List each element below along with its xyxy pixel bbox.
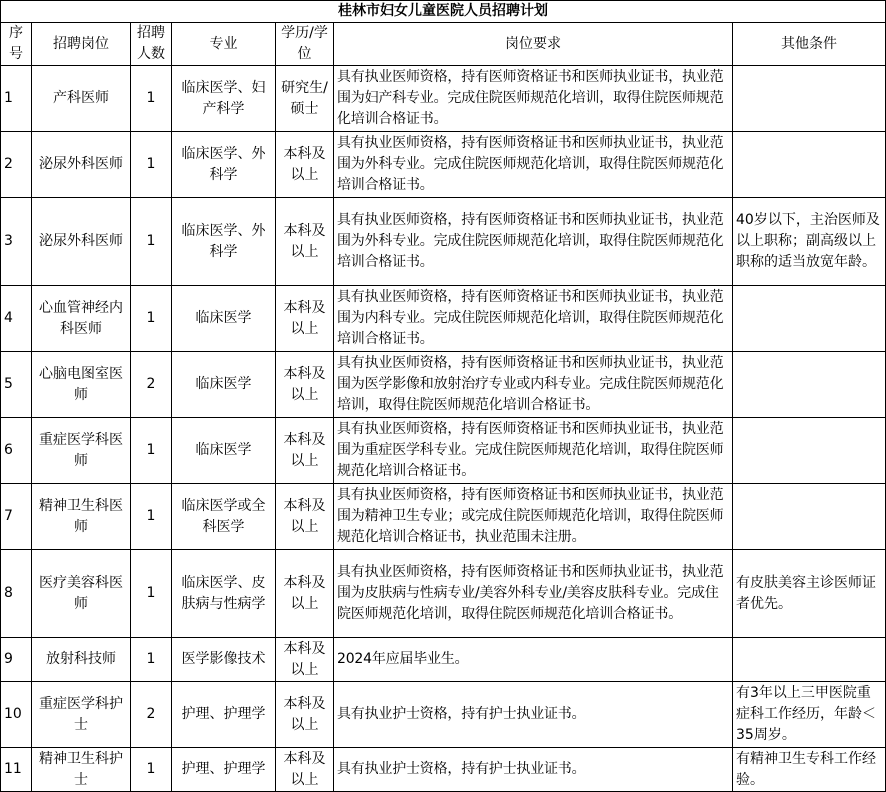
row-count: 1	[131, 132, 172, 198]
row-position: 精神卫生科护士	[32, 748, 131, 792]
row-position: 放射科技师	[32, 638, 131, 682]
row-no: 3	[1, 198, 32, 286]
row-other	[733, 132, 886, 198]
table-title: 桂林市妇女儿童医院人员招聘计划	[1, 1, 886, 23]
row-education: 本科及以上	[276, 286, 334, 352]
row-requirements: 具有执业医师资格，持有医师资格证书和医师执业证书，执业范围为皮肤病与性病专业/美容外科专业/美容皮肤科专业。完成住院医师规范化培训，取得住院医师规范化培训合格证书。	[334, 550, 733, 638]
row-requirements: 具有执业医师资格，持有医师资格证书和医师执业证书，执业范围为外科专业。完成住院医师规范化培训，取得住院医师规范化培训合格证书。	[334, 198, 733, 286]
row-no: 11	[1, 748, 32, 792]
row-position: 泌尿外科医师	[32, 198, 131, 286]
row-no: 2	[1, 132, 32, 198]
row-position: 心血管神经内科医师	[32, 286, 131, 352]
row-count: 1	[131, 748, 172, 792]
row-education: 本科及以上	[276, 484, 334, 550]
row-position: 产科医师	[32, 66, 131, 132]
row-other	[733, 484, 886, 550]
row-major: 临床医学或全科医学	[172, 484, 276, 550]
row-count: 2	[131, 352, 172, 418]
row-education: 本科及以上	[276, 418, 334, 484]
row-major: 临床医学、外科学	[172, 198, 276, 286]
row-no: 4	[1, 286, 32, 352]
row-education: 本科及以上	[276, 132, 334, 198]
row-position: 精神卫生科医师	[32, 484, 131, 550]
row-other: 有精神卫生专科工作经验。	[733, 748, 886, 792]
row-count: 1	[131, 550, 172, 638]
header-education: 学历/学位	[276, 23, 334, 66]
row-education: 本科及以上	[276, 198, 334, 286]
row-major: 临床医学	[172, 418, 276, 484]
table-row	[1, 286, 886, 352]
table-row	[1, 132, 886, 198]
header-requirements: 岗位要求	[334, 23, 733, 66]
row-requirements: 具有执业医师资格，持有医师资格证书和医师执业证书，执业范围为重症医学科专业。完成住院医师规范化培训，取得住院医师规范化培训合格证书。	[334, 418, 733, 484]
row-no: 6	[1, 418, 32, 484]
row-requirements: 具有执业医师资格，持有医师资格证书和医师执业证书，执业范围为外科专业。完成住院医师规范化培训，取得住院医师规范化培训合格证书。	[334, 132, 733, 198]
row-position: 重症医学科护士	[32, 682, 131, 748]
table-row	[1, 484, 886, 550]
table-row	[1, 418, 886, 484]
row-position: 重症医学科医师	[32, 418, 131, 484]
row-education: 本科及以上	[276, 550, 334, 638]
row-count: 1	[131, 198, 172, 286]
row-position: 医疗美容科医师	[32, 550, 131, 638]
row-major: 临床医学	[172, 352, 276, 418]
row-major: 护理、护理学	[172, 682, 276, 748]
row-position: 泌尿外科医师	[32, 132, 131, 198]
row-position: 心脑电图室医师	[32, 352, 131, 418]
row-requirements: 具有执业护士资格，持有护士执业证书。	[334, 748, 733, 792]
table-row	[1, 66, 886, 132]
table-row	[1, 682, 886, 748]
row-count: 1	[131, 484, 172, 550]
row-no: 7	[1, 484, 32, 550]
header-row	[1, 23, 886, 66]
row-count: 1	[131, 286, 172, 352]
table-row	[1, 748, 886, 792]
row-no: 10	[1, 682, 32, 748]
row-other: 有皮肤美容主诊医师证者优先。	[733, 550, 886, 638]
row-major: 医学影像技术	[172, 638, 276, 682]
header-count: 招聘人数	[131, 23, 172, 66]
row-requirements: 具有执业医师资格，持有医师资格证书和医师执业证书，执业范围为精神卫生专业；或完成住院医师规范化培训，取得住院医师规范化培训合格证书，执业范围未注册。	[334, 484, 733, 550]
row-other: 有3年以上三甲医院重症科工作经历，年龄＜35周岁。	[733, 682, 886, 748]
row-requirements: 具有执业医师资格，持有医师资格证书和医师执业证书，执业范围为妇产科专业。完成住院医师规范化培训，取得住院医师规范化培训合格证书。	[334, 66, 733, 132]
row-count: 1	[131, 638, 172, 682]
row-other	[733, 286, 886, 352]
row-major: 临床医学、妇产科学	[172, 66, 276, 132]
row-major: 护理、护理学	[172, 748, 276, 792]
row-education: 本科及以上	[276, 682, 334, 748]
table-row	[1, 352, 886, 418]
row-education: 本科及以上	[276, 352, 334, 418]
row-requirements: 2024年应届毕业生。	[334, 638, 733, 682]
row-requirements: 具有执业医师资格，持有医师资格证书和医师执业证书，执业范围为内科专业。完成住院医师规范化培训，取得住院医师规范化培训合格证书。	[334, 286, 733, 352]
row-education: 本科及以上	[276, 638, 334, 682]
row-other	[733, 66, 886, 132]
row-education: 研究生/硕士	[276, 66, 334, 132]
row-no: 9	[1, 638, 32, 682]
row-count: 1	[131, 418, 172, 484]
row-no: 5	[1, 352, 32, 418]
row-education: 本科及以上	[276, 748, 334, 792]
title-row	[1, 1, 886, 23]
row-requirements: 具有执业医师资格，持有医师资格证书和医师执业证书，执业范围为医学影像和放射治疗专业或内科专业。完成住院医师规范化培训，取得住院医师规范化培训合格证书。	[334, 352, 733, 418]
row-count: 2	[131, 682, 172, 748]
row-no: 1	[1, 66, 32, 132]
header-other: 其他条件	[733, 23, 886, 66]
header-major: 专业	[172, 23, 276, 66]
row-major: 临床医学	[172, 286, 276, 352]
row-no: 8	[1, 550, 32, 638]
header-position: 招聘岗位	[32, 23, 131, 66]
row-count: 1	[131, 66, 172, 132]
table-row	[1, 198, 886, 286]
row-other: 40岁以下，主治医师及以上职称；副高级以上职称的适当放宽年龄。	[733, 198, 886, 286]
table-row	[1, 550, 886, 638]
table-row	[1, 638, 886, 682]
row-major: 临床医学、外科学	[172, 132, 276, 198]
header-no: 序号	[1, 23, 32, 66]
row-other	[733, 638, 886, 682]
row-major: 临床医学、皮肤病与性病学	[172, 550, 276, 638]
row-requirements: 具有执业护士资格，持有护士执业证书。	[334, 682, 733, 748]
row-other	[733, 352, 886, 418]
row-other	[733, 418, 886, 484]
